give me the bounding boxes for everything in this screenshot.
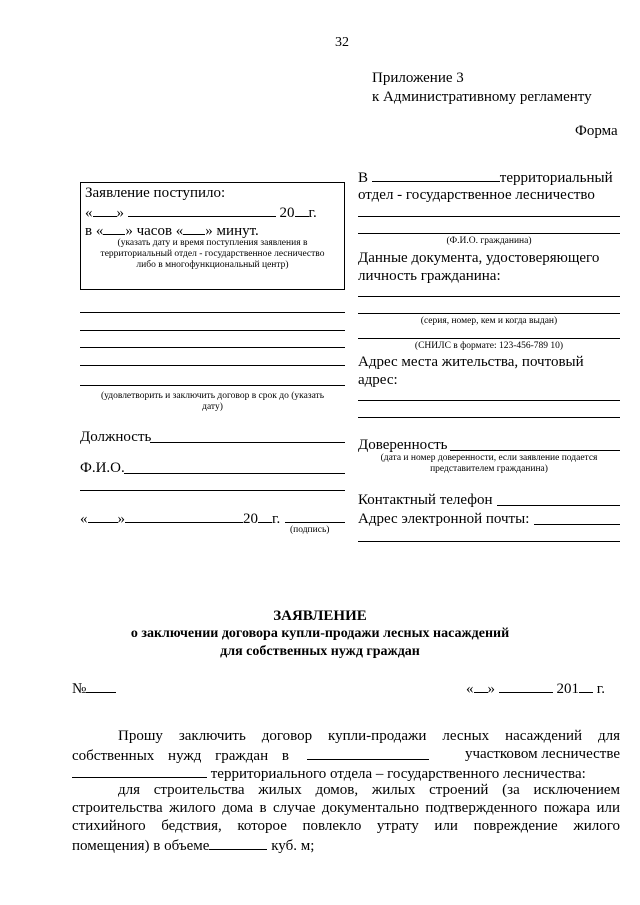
- app-date-row: [466, 678, 605, 698]
- department-label: отдел - государственное лесничество: [358, 187, 595, 203]
- form-label: Форма: [575, 123, 618, 139]
- receipt-time-hours: » часов «: [125, 223, 184, 239]
- fio-citizen-note: (Ф.И.О. гражданина): [446, 236, 532, 246]
- decision-note-1: (удовлетворить и заключить договор в срок до (указать: [100, 391, 325, 401]
- title-line-2: о заключении договора купли-продажи лесных насаждений: [130, 626, 510, 641]
- receipt-title: Заявление поступило:: [85, 185, 226, 201]
- sign-year-suffix: г.: [272, 511, 281, 527]
- proxy-note-1: (дата и номер доверенности, если заявление подается: [380, 453, 598, 463]
- sign-year-prefix: 20: [243, 511, 258, 527]
- decision-line-4[interactable]: [80, 365, 345, 366]
- address-label-2: адрес:: [358, 372, 398, 388]
- proxy-label: Доверенность: [358, 437, 448, 453]
- receipt-note-1: (указать дату и время поступления заявления в: [117, 238, 308, 248]
- appendix-label: Приложение 3: [372, 70, 464, 86]
- proxy-field[interactable]: [450, 450, 620, 451]
- decision-line-3[interactable]: [80, 347, 345, 348]
- to-office-field[interactable]: [372, 167, 500, 182]
- id-doc-line-2[interactable]: [358, 313, 620, 314]
- receipt-date-close: »: [116, 205, 124, 221]
- title-line-3: для собственных нужд граждан: [220, 644, 420, 659]
- email-field-2[interactable]: [358, 541, 620, 542]
- body-p1-l2b: участковом лесничестве: [464, 746, 620, 762]
- receipt-time-row: [85, 220, 259, 240]
- address-label-1: Адрес места жительства, почтовый: [358, 354, 584, 370]
- body-p2-l4b: куб. м;: [271, 838, 315, 854]
- receipt-note-2: территориальный отдел - государственное лесничество: [100, 249, 325, 259]
- receipt-year-prefix: 20: [279, 205, 295, 221]
- sign-date-open: «: [80, 511, 88, 527]
- app-month-field[interactable]: [499, 678, 553, 693]
- app-day-field[interactable]: [474, 678, 488, 693]
- body-p2-l1: для строительства жилых домов, жилых строений (за исключением: [118, 782, 620, 798]
- decision-line-1[interactable]: [80, 312, 345, 313]
- app-date-close: »: [487, 681, 495, 697]
- proxy-note-2: представителем гражданина): [430, 464, 548, 474]
- receipt-hours-field[interactable]: [103, 220, 125, 235]
- number-label: №: [72, 681, 87, 697]
- fio-citizen-line-1[interactable]: [358, 216, 620, 217]
- decision-line-2[interactable]: [80, 330, 345, 331]
- sign-date-close: »: [117, 511, 125, 527]
- fio-field-2[interactable]: [80, 490, 345, 491]
- body-p2-l4: [72, 835, 314, 855]
- phone-field[interactable]: [497, 505, 620, 506]
- sign-date-row: [80, 508, 280, 528]
- app-year-prefix: 201: [556, 681, 579, 697]
- receipt-time-minutes: » минут.: [205, 223, 259, 239]
- phone-label: Контактный телефон: [358, 492, 493, 508]
- body-p1-l2: [72, 745, 620, 765]
- receipt-date-row: [85, 202, 317, 222]
- sign-day-field[interactable]: [88, 508, 118, 523]
- signature-field[interactable]: [285, 522, 345, 523]
- decision-note-2: дату): [202, 402, 223, 412]
- receipt-year-field[interactable]: [295, 202, 309, 217]
- page-number: 32: [335, 35, 349, 50]
- snils-line[interactable]: [358, 338, 620, 339]
- receipt-month-field[interactable]: [128, 202, 276, 217]
- body-p2-l2: строительства жилого дома в случае документально подтвержденного пожара или: [72, 800, 620, 816]
- email-field[interactable]: [534, 524, 620, 525]
- receipt-day-field[interactable]: [93, 202, 117, 217]
- fio-citizen-line-2[interactable]: [358, 233, 620, 234]
- body-p2-l4a: помещения) в объеме: [72, 838, 210, 854]
- title-line-1: ЗАЯВЛЕНИЕ: [273, 608, 367, 624]
- id-doc-line-1[interactable]: [358, 296, 620, 297]
- snils-note: (СНИЛС в формате: 123-456-789 10): [414, 341, 564, 351]
- body-p1-l2a: собственных нужд граждан в: [72, 748, 289, 764]
- body-p1-l3-text: территориального отдела – государственного лесничества:: [210, 766, 586, 782]
- email-label: Адрес электронной почты:: [358, 511, 530, 527]
- department-field[interactable]: [72, 763, 207, 778]
- receipt-date-open: «: [85, 205, 93, 221]
- signature-note: (подпись): [290, 525, 330, 535]
- receipt-year-suffix: г.: [308, 205, 317, 221]
- receipt-time-prefix: в «: [85, 223, 104, 239]
- app-year-suffix: г.: [596, 681, 605, 697]
- receipt-note-3: либо в многофункциональный центр): [136, 260, 289, 270]
- address-line-1[interactable]: [358, 400, 620, 401]
- app-year-field[interactable]: [579, 678, 593, 693]
- sign-year-field[interactable]: [258, 508, 272, 523]
- forestry-field[interactable]: [307, 745, 429, 760]
- body-p1-l3: [72, 763, 586, 783]
- app-date-open: «: [466, 681, 474, 697]
- to-prefix: В: [358, 170, 369, 186]
- number-row: [72, 678, 116, 698]
- fio-label: Ф.И.О.: [80, 460, 125, 476]
- to-suffix: территориальный: [499, 170, 613, 186]
- regulation-label: к Административному регламенту: [372, 89, 592, 105]
- volume-field[interactable]: [209, 835, 267, 850]
- id-doc-label-2: личность гражданина:: [358, 268, 501, 284]
- id-doc-label-1: Данные документа, удостоверяющего: [358, 250, 600, 266]
- body-p2-l3: стихийного бедствия, которое повлекло утрату или повреждение жилого: [72, 818, 620, 834]
- position-label: Должность: [80, 429, 152, 445]
- receipt-minutes-field[interactable]: [183, 220, 205, 235]
- decision-line-5[interactable]: [80, 385, 345, 386]
- body-p1-l1: Прошу заключить договор купли-продажи лесных насаждений для: [118, 728, 620, 744]
- position-field[interactable]: [150, 442, 345, 443]
- id-doc-note: (серия, номер, кем и когда выдан): [420, 316, 558, 326]
- sign-month-field[interactable]: [125, 508, 243, 523]
- fio-field[interactable]: [124, 473, 345, 474]
- number-field[interactable]: [86, 678, 116, 693]
- address-line-2[interactable]: [358, 417, 620, 418]
- to-row: [358, 167, 613, 187]
